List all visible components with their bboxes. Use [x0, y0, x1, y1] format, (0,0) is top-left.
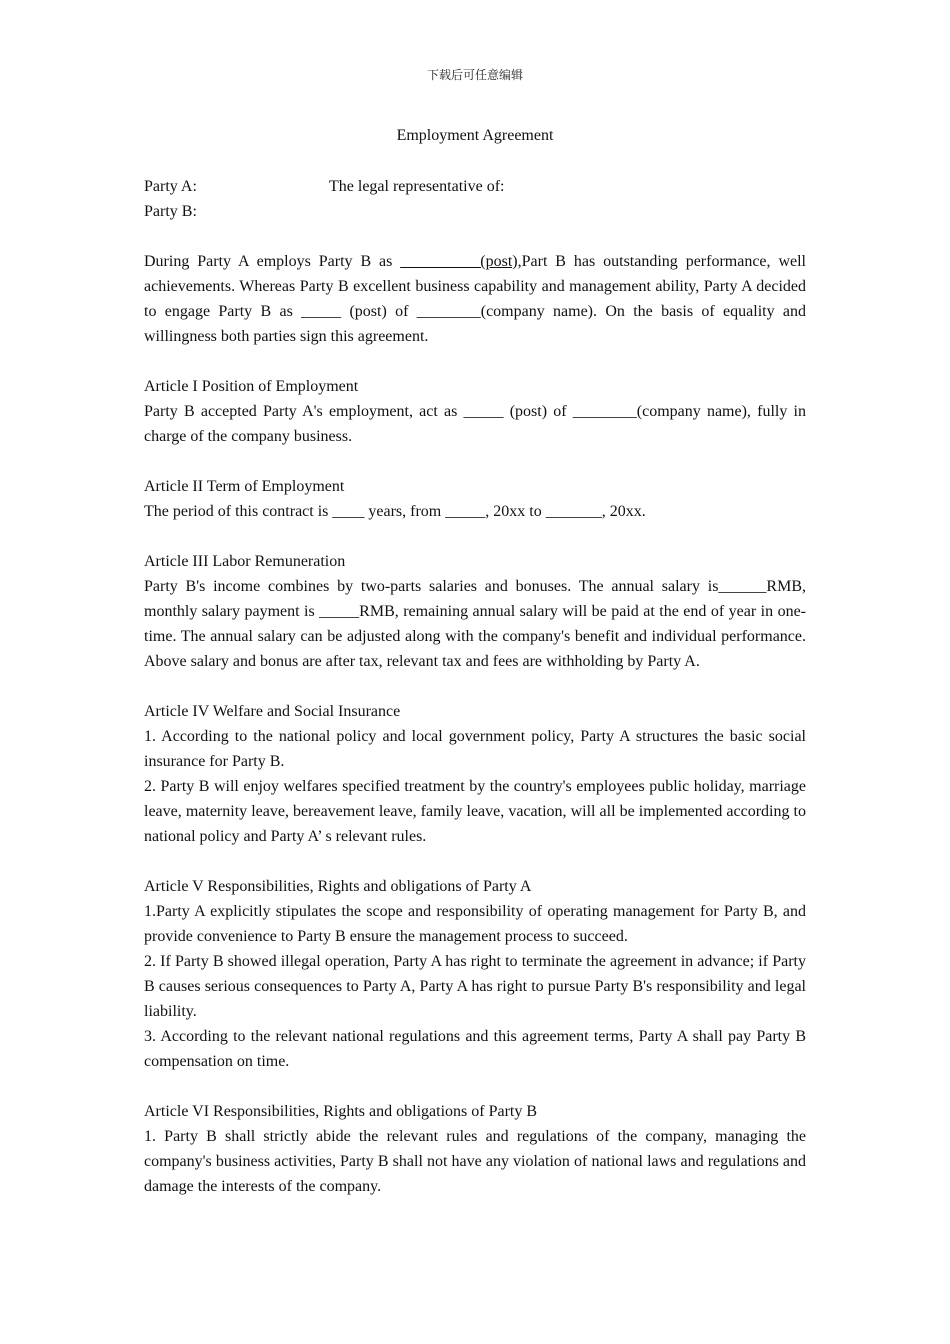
- article-heading: Article VI Responsibilities, Rights and obligations of Party B: [144, 1103, 538, 1120]
- spacer: [144, 849, 806, 874]
- article-paragraph: 2. Party B will enjoy welfares specified treatment by the country's employees public holiday, marriage leave, maternity leave, bereavement leave, family leave, vacation, will all be implemented according to national policy and Party A’ s relevant rules.: [144, 778, 806, 845]
- spacer: [144, 1074, 806, 1099]
- article-heading: Article V Responsibilities, Rights and obligations of Party A: [144, 878, 532, 895]
- post-blank: __________(post),: [400, 253, 522, 270]
- article-heading: Article IV Welfare and Social Insurance: [144, 703, 401, 720]
- intro-paragraph: [144, 249, 806, 349]
- article-paragraph: Party B's income combines by two-parts salaries and bonuses. The annual salary is______RMB, monthly salary payment is _____RMB, remaining annual salary will be paid at the end of year in one-time. The annual salary can be adjusted along with the company's benefit and individual performance. Above salary and bonus are after tax, relevant tax and fees are withholding by Party A.: [144, 578, 806, 670]
- document-title: Employment Agreement: [396, 127, 554, 144]
- article-paragraph: 2. If Party B showed illegal operation, Party A has right to terminate the agreement in advance; if Party B causes serious consequences to Party A, Party A has right to pursue Party B's responsibility and legal liability.: [144, 953, 806, 1020]
- article-paragraph: 1.Party A explicitly stipulates the scope and responsibility of operating management for Party B, and provide convenience to Party B ensure the management process to succeed.: [144, 903, 806, 945]
- article-paragraph: 1. Party B shall strictly abide the relevant rules and regulations of the company, managing the company's business activities, Party B shall not have any violation of national laws and regulations and damage the interests of the company.: [144, 1128, 806, 1195]
- article-heading: Article II Term of Employment: [144, 478, 345, 495]
- article-paragraph: 3. According to the relevant national regulations and this agreement terms, Party A shall pay Party B compensation on time.: [144, 1028, 806, 1070]
- article-paragraph: 1. According to the national policy and local government policy, Party A structures the basic social insurance for Party B.: [144, 728, 806, 770]
- page-header: 下载后可任意编辑: [426, 68, 523, 82]
- spacer: [144, 349, 806, 374]
- spacer: [144, 524, 806, 549]
- article-heading: Article III Labor Remuneration: [144, 553, 346, 570]
- intro-text-end: Part B has outstanding performance, well achievements. Whereas Party B excellent business capability and management ability, Party A decided to engage Party B as _____ (post) of ________(company name). On the basis of equality and willingness both parties sign this agreement.: [144, 253, 806, 345]
- article-heading: Article I Position of Employment: [144, 378, 359, 395]
- article-paragraph: The period of this contract is ____ years, from _____, 20xx to _______, 20xx.: [144, 503, 646, 520]
- spacer: [144, 224, 806, 249]
- document-body: [144, 174, 806, 1199]
- spacer: [144, 449, 806, 474]
- legal-representative-label: The legal representative of:: [329, 178, 505, 195]
- article-paragraph: Party B accepted Party A's employment, act as _____ (post) of ________(company name), fully in charge of the company business.: [144, 403, 806, 445]
- intro-text-start: During Party A employs Party B as: [144, 253, 401, 270]
- party-a-label: Party A:: [144, 178, 197, 195]
- party-b-label: Party B:: [144, 203, 197, 220]
- spacer: [144, 674, 806, 699]
- party-a-row: [144, 174, 806, 199]
